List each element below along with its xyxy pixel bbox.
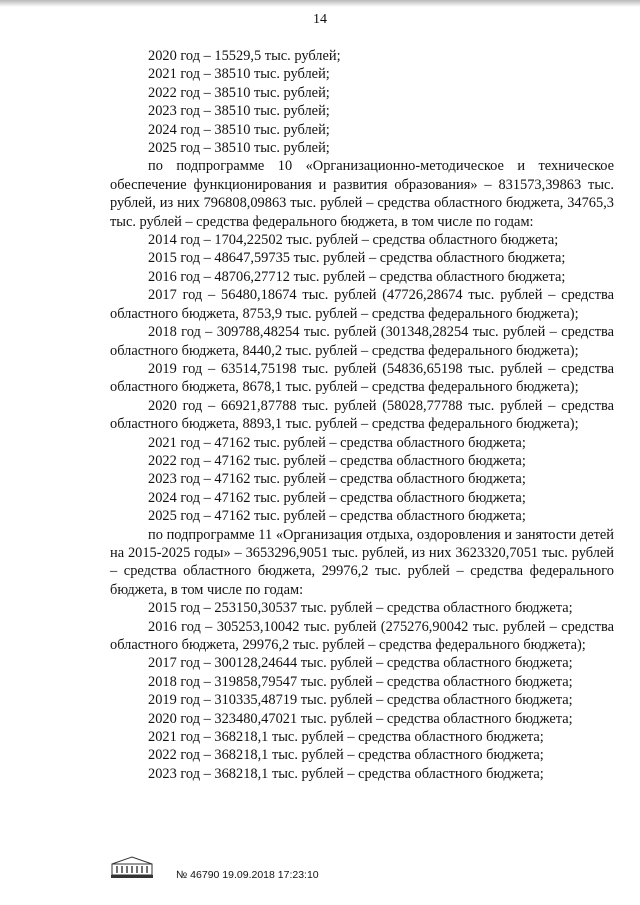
year-paragraph: 2017 год – 56480,18674 тыс. рублей (47726,28674 тыс. рублей – средства областного бюджета, 8753,9 тыс. рублей – средства федерального бюджета); — [110, 287, 614, 322]
year-line: 2022 год – 368218,1 тыс. рублей – средства областного бюджета; — [148, 747, 544, 764]
year-line: 2017 год – 300128,24644 тыс. рублей – средства областного бюджета; — [148, 655, 573, 672]
document-body — [110, 47, 614, 783]
year-line: 2021 год – 38510 тыс. рублей; — [148, 66, 330, 83]
document-registration-stamp: № 46790 19.09.2018 17:23:10 — [176, 869, 319, 881]
page-number: 14 — [313, 12, 327, 27]
year-paragraph: 2018 год – 309788,48254 тыс. рублей (301348,28254 тыс. рублей – средства областного бюджета, 8440,2 тыс. рублей – средства федерального бюджета); — [110, 324, 614, 359]
year-line: 2023 год – 47162 тыс. рублей – средства областного бюджета; — [148, 471, 526, 488]
footer — [110, 855, 614, 883]
year-line: 2025 год – 47162 тыс. рублей – средства областного бюджета; — [148, 508, 526, 525]
year-paragraph: 2019 год – 63514,75198 тыс. рублей (54836,65198 тыс. рублей – средства областного бюджета, 8678,1 тыс. рублей – средства федерального бюджета); — [110, 360, 614, 396]
year-line: 2023 год – 368218,1 тыс. рублей – средства областного бюджета; — [148, 765, 544, 782]
year-paragraph: 2020 год – 66921,87788 тыс. рублей (58028,77788 тыс. рублей – средства областного бюджета, 8893,1 тыс. рублей – средства федерального бюджета); — [110, 397, 614, 433]
year-line: 2019 год – 310335,48719 тыс. рублей – средства областного бюджета; — [148, 692, 573, 709]
year-line: 2020 год – 15529,5 тыс. рублей; — [148, 48, 341, 64]
year-line: 2016 год – 48706,27712 тыс. рублей – средства областного бюджета; — [148, 268, 566, 285]
scan-edge — [0, 0, 640, 7]
year-paragraph: 2016 год – 305253,10042 тыс. рублей (275276,90042 тыс. рублей – средства областного бюджета, 29976,2 тыс. рублей – средства федерального бюджета); — [110, 618, 614, 653]
year-line: 2021 год – 47162 тыс. рублей – средства областного бюджета; — [148, 434, 526, 451]
year-line: 2023 год – 38510 тыс. рублей; — [148, 103, 330, 120]
year-line: 2015 год – 253150,30537 тыс. рублей – средства областного бюджета; — [148, 600, 573, 617]
building-stamp-icon — [110, 855, 154, 879]
year-line: 2014 год – 1704,22502 тыс. рублей – средства областного бюджета; — [148, 232, 559, 249]
subprogram-10-paragraph: по подпрограмме 10 «Организационно-методическое и техническое обеспечение функционирования и развития образования» – 831573,39863 тыс. рублей, из них 796808,09863 тыс. рублей – средства областного бюджета, 34765,3 тыс. рублей – средства федерального бюджета, в том числе по годам: — [110, 158, 614, 230]
year-line: 2015 год – 48647,59735 тыс. рублей – средства областного бюджета; — [148, 250, 566, 267]
year-line: 2020 год – 323480,47021 тыс. рублей – средства областного бюджета; — [148, 710, 573, 727]
year-line: 2021 год – 368218,1 тыс. рублей – средства областного бюджета; — [148, 729, 544, 746]
year-line: 2022 год – 47162 тыс. рублей – средства областного бюджета; — [148, 452, 526, 469]
year-line: 2022 год – 38510 тыс. рублей; — [148, 84, 330, 101]
year-line: 2018 год – 319858,79547 тыс. рублей – средства областного бюджета; — [148, 673, 573, 690]
subprogram-11-paragraph: по подпрограмме 11 «Организация отдыха, оздоровления и занятости детей на 2015-2025 годы» – 3653296,9051 тыс. рублей, из них 3623320,7051 тыс. рублей – средства областного бюджета, 29976,2 тыс. рублей – средства федерального бюджета, в том числе по годам: — [110, 526, 614, 598]
year-line: 2024 год – 47162 тыс. рублей – средства областного бюджета; — [148, 489, 526, 506]
year-line: 2024 год – 38510 тыс. рублей; — [148, 121, 330, 138]
year-line: 2025 год – 38510 тыс. рублей; — [148, 140, 330, 157]
